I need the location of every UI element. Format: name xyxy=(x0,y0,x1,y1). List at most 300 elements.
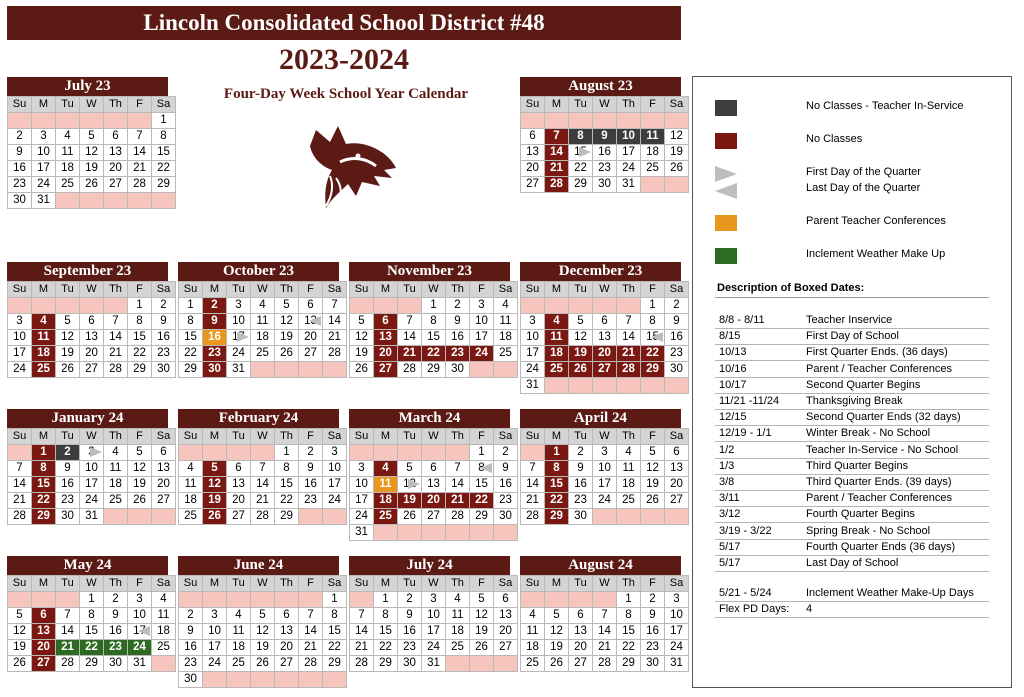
boxed-date-row xyxy=(715,361,989,378)
day-cell: 14 xyxy=(56,624,80,640)
day-cell: 5 xyxy=(56,314,80,330)
day-cell: 2 xyxy=(398,592,422,608)
month-title: August 23 xyxy=(520,77,681,96)
weekday-label: Su xyxy=(8,576,32,592)
day-cell: 25 xyxy=(494,346,518,362)
day-cell: 24 xyxy=(128,640,152,656)
day-cell: 28 xyxy=(446,509,470,525)
day-cell: 16 xyxy=(152,330,176,346)
day-cell: 15 xyxy=(152,145,176,161)
day-cell: 12 xyxy=(275,314,299,330)
week-row xyxy=(521,378,689,394)
day-cell: 7 xyxy=(446,461,470,477)
week-row xyxy=(521,624,689,640)
weekday-label: Th xyxy=(446,576,470,592)
boxed-date: Flex PD Days: xyxy=(719,603,790,616)
day-cell: 26 xyxy=(203,509,227,525)
month-title: September 23 xyxy=(7,262,168,281)
day-cell: 23 xyxy=(641,640,665,656)
boxed-date-description: First Quarter Ends. (36 days) xyxy=(806,346,948,359)
day-cell: 14 xyxy=(446,477,470,493)
day-cell: 16 xyxy=(593,145,617,161)
boxed-date: 3/11 xyxy=(719,492,740,505)
day-cell: 17 xyxy=(128,624,152,640)
day-cell: 24 xyxy=(203,656,227,672)
empty-day-cell xyxy=(641,113,665,129)
week-row xyxy=(179,656,347,672)
month-calendar xyxy=(7,556,171,672)
month-calendar xyxy=(178,409,342,525)
day-cell: 24 xyxy=(32,177,56,193)
week-row xyxy=(521,298,689,314)
day-cell: 5 xyxy=(251,608,275,624)
week-row xyxy=(8,592,176,608)
day-cell: 29 xyxy=(275,509,299,525)
day-cell: 7 xyxy=(299,608,323,624)
month-calendar xyxy=(520,77,684,193)
last-day-triangle-icon xyxy=(715,183,737,199)
day-cell: 20 xyxy=(374,346,398,362)
weekday-label: Tu xyxy=(227,429,251,445)
day-cell: 17 xyxy=(422,624,446,640)
empty-day-cell xyxy=(641,177,665,193)
week-row xyxy=(8,330,176,346)
empty-day-cell xyxy=(299,509,323,525)
day-cell: 15 xyxy=(80,624,104,640)
day-cell: 21 xyxy=(56,640,80,656)
day-cell: 30 xyxy=(104,656,128,672)
empty-day-cell xyxy=(32,592,56,608)
day-cell: 9 xyxy=(641,608,665,624)
day-cell: 20 xyxy=(494,624,518,640)
day-cell: 5 xyxy=(398,461,422,477)
day-cell: 5 xyxy=(350,314,374,330)
day-cell: 30 xyxy=(203,362,227,378)
day-cell: 26 xyxy=(80,177,104,193)
day-cell: 4 xyxy=(251,298,275,314)
week-row xyxy=(350,298,518,314)
day-cell: 7 xyxy=(545,129,569,145)
day-cell: 3 xyxy=(350,461,374,477)
empty-day-cell xyxy=(494,362,518,378)
weekday-label: M xyxy=(545,97,569,113)
day-cell: 25 xyxy=(32,362,56,378)
day-cell: 15 xyxy=(569,145,593,161)
week-row xyxy=(8,129,176,145)
empty-day-cell xyxy=(665,177,689,193)
day-cell: 11 xyxy=(179,477,203,493)
empty-day-cell xyxy=(617,113,641,129)
legend-label: No Classes xyxy=(806,133,863,145)
empty-day-cell xyxy=(179,445,203,461)
empty-day-cell xyxy=(104,113,128,129)
empty-day-cell xyxy=(545,113,569,129)
boxed-date-description: Parent / Teacher Conferences xyxy=(806,492,952,505)
day-cell: 25 xyxy=(641,161,665,177)
empty-day-cell xyxy=(569,592,593,608)
day-cell: 16 xyxy=(8,161,32,177)
legend-label: Parent Teacher Conferences xyxy=(806,215,946,227)
day-cell: 31 xyxy=(80,509,104,525)
empty-day-cell xyxy=(56,113,80,129)
divider xyxy=(715,297,989,298)
day-cell: 19 xyxy=(251,640,275,656)
weekday-label: Tu xyxy=(56,282,80,298)
week-row xyxy=(8,656,176,672)
day-cell: 6 xyxy=(275,608,299,624)
week-row xyxy=(521,509,689,525)
day-cell: 27 xyxy=(494,640,518,656)
week-row xyxy=(521,314,689,330)
day-cell: 25 xyxy=(56,177,80,193)
day-cell: 4 xyxy=(56,129,80,145)
day-cell: 2 xyxy=(299,445,323,461)
day-cell: 28 xyxy=(593,656,617,672)
week-row xyxy=(8,193,176,209)
weekday-label: M xyxy=(545,576,569,592)
week-row xyxy=(179,640,347,656)
day-cell: 14 xyxy=(398,330,422,346)
day-cell: 22 xyxy=(152,161,176,177)
day-cell: 1 xyxy=(179,298,203,314)
empty-day-cell xyxy=(398,445,422,461)
day-cell: 30 xyxy=(494,509,518,525)
day-cell: 8 xyxy=(152,129,176,145)
boxed-date-description: Fourth Quarter Begins xyxy=(806,508,915,521)
day-cell: 7 xyxy=(128,129,152,145)
day-cell: 30 xyxy=(665,362,689,378)
week-row xyxy=(350,509,518,525)
empty-day-cell xyxy=(152,193,176,209)
month-title: May 24 xyxy=(7,556,168,575)
day-cell: 28 xyxy=(521,509,545,525)
empty-day-cell xyxy=(494,525,518,541)
empty-day-cell xyxy=(203,445,227,461)
month-calendar xyxy=(7,262,171,378)
day-cell: 29 xyxy=(617,656,641,672)
day-cell: 19 xyxy=(203,493,227,509)
day-cell: 22 xyxy=(275,493,299,509)
day-cell: 4 xyxy=(152,592,176,608)
month-calendar xyxy=(520,262,684,394)
day-cell: 10 xyxy=(227,314,251,330)
weekday-label: Su xyxy=(8,429,32,445)
weekday-label: M xyxy=(374,576,398,592)
legend-item xyxy=(693,241,1011,271)
empty-day-cell xyxy=(545,378,569,394)
legend-item xyxy=(693,166,1011,196)
week-row xyxy=(8,493,176,509)
empty-day-cell xyxy=(299,672,323,688)
day-cell: 15 xyxy=(128,330,152,346)
boxed-date-row xyxy=(715,442,989,459)
day-cell: 23 xyxy=(569,493,593,509)
day-cell: 3 xyxy=(665,592,689,608)
day-cell: 19 xyxy=(56,346,80,362)
day-cell: 9 xyxy=(8,145,32,161)
day-cell: 15 xyxy=(275,477,299,493)
empty-day-cell xyxy=(203,592,227,608)
weekday-label: Su xyxy=(350,429,374,445)
weekday-label: F xyxy=(299,576,323,592)
day-cell: 23 xyxy=(152,346,176,362)
day-cell: 22 xyxy=(32,493,56,509)
boxed-date-row xyxy=(715,312,989,329)
weekday-label: F xyxy=(128,429,152,445)
day-cell: 24 xyxy=(80,493,104,509)
day-cell: 25 xyxy=(617,493,641,509)
day-cell: 28 xyxy=(128,177,152,193)
weekday-label: Su xyxy=(179,429,203,445)
weekday-label: Su xyxy=(179,282,203,298)
day-cell: 7 xyxy=(323,298,347,314)
day-cell: 28 xyxy=(350,656,374,672)
week-row xyxy=(8,113,176,129)
day-cell: 21 xyxy=(128,161,152,177)
day-cell: 11 xyxy=(446,608,470,624)
week-row xyxy=(179,477,347,493)
day-cell: 5 xyxy=(545,608,569,624)
weekday-label: Su xyxy=(179,576,203,592)
boxed-date: 12/15 xyxy=(719,411,747,424)
week-row xyxy=(8,477,176,493)
day-cell: 28 xyxy=(545,177,569,193)
day-cell: 21 xyxy=(8,493,32,509)
day-cell: 16 xyxy=(641,624,665,640)
day-cell: 3 xyxy=(8,314,32,330)
day-cell: 21 xyxy=(350,640,374,656)
week-row xyxy=(350,330,518,346)
day-cell: 24 xyxy=(422,640,446,656)
weekday-label: F xyxy=(641,576,665,592)
day-cell: 27 xyxy=(152,493,176,509)
weekday-label: W xyxy=(80,429,104,445)
weekday-label: Th xyxy=(275,282,299,298)
day-cell: 23 xyxy=(494,493,518,509)
boxed-date: 8/8 - 8/11 xyxy=(719,314,765,326)
day-cell: 29 xyxy=(374,656,398,672)
day-cell: 6 xyxy=(32,608,56,624)
day-cell: 11 xyxy=(152,608,176,624)
day-cell: 18 xyxy=(641,145,665,161)
day-cell: 29 xyxy=(80,656,104,672)
day-cell: 14 xyxy=(323,314,347,330)
empty-day-cell xyxy=(617,378,641,394)
month-calendar xyxy=(178,262,342,378)
day-cell: 27 xyxy=(275,656,299,672)
day-cell: 9 xyxy=(152,314,176,330)
weekday-label: Tu xyxy=(56,576,80,592)
weekday-label: W xyxy=(80,282,104,298)
empty-day-cell xyxy=(569,113,593,129)
day-cell: 13 xyxy=(227,477,251,493)
day-cell: 6 xyxy=(227,461,251,477)
day-cell: 1 xyxy=(275,445,299,461)
empty-day-cell xyxy=(374,445,398,461)
day-cell: 19 xyxy=(470,624,494,640)
weekday-label: M xyxy=(374,282,398,298)
weekday-label: Su xyxy=(521,429,545,445)
day-cell: 29 xyxy=(569,177,593,193)
day-cell: 12 xyxy=(80,145,104,161)
day-cell: 13 xyxy=(299,314,323,330)
weekday-label: Sa xyxy=(665,282,689,298)
week-row xyxy=(350,525,518,541)
empty-day-cell xyxy=(251,672,275,688)
empty-day-cell xyxy=(446,525,470,541)
weekday-label: Su xyxy=(350,282,374,298)
day-cell: 4 xyxy=(446,592,470,608)
day-cell: 26 xyxy=(8,656,32,672)
week-row xyxy=(179,346,347,362)
day-cell: 18 xyxy=(152,624,176,640)
month-title: January 24 xyxy=(7,409,168,428)
day-cell: 30 xyxy=(56,509,80,525)
day-cell: 17 xyxy=(80,477,104,493)
day-cell: 2 xyxy=(665,298,689,314)
day-cell: 26 xyxy=(470,640,494,656)
day-cell: 21 xyxy=(299,640,323,656)
week-row xyxy=(350,656,518,672)
boxed-date: 11/21 -11/24 xyxy=(719,395,780,407)
day-cell: 29 xyxy=(470,509,494,525)
day-cell: 8 xyxy=(275,461,299,477)
month-title: July 23 xyxy=(7,77,168,96)
week-row xyxy=(179,493,347,509)
weekday-label: Th xyxy=(446,429,470,445)
day-cell: 15 xyxy=(323,624,347,640)
day-cell: 5 xyxy=(470,592,494,608)
day-cell: 22 xyxy=(470,493,494,509)
day-cell: 6 xyxy=(152,445,176,461)
day-cell: 7 xyxy=(104,314,128,330)
weekday-label: Tu xyxy=(227,282,251,298)
week-row xyxy=(521,493,689,509)
boxed-date-description: Thanksgiving Break xyxy=(806,395,903,407)
weekday-label: W xyxy=(80,576,104,592)
day-cell: 13 xyxy=(152,461,176,477)
month-title: June 24 xyxy=(178,556,339,575)
day-cell: 22 xyxy=(545,493,569,509)
weekday-label: F xyxy=(470,429,494,445)
empty-day-cell xyxy=(323,672,347,688)
weekday-label: Th xyxy=(617,576,641,592)
week-row xyxy=(521,477,689,493)
boxed-date-row xyxy=(715,393,989,410)
day-cell: 10 xyxy=(80,461,104,477)
legend-item xyxy=(693,126,1011,156)
empty-day-cell xyxy=(275,672,299,688)
day-cell: 19 xyxy=(569,346,593,362)
empty-day-cell xyxy=(593,592,617,608)
weekday-label: Tu xyxy=(569,429,593,445)
week-row xyxy=(521,346,689,362)
empty-day-cell xyxy=(350,445,374,461)
day-cell: 12 xyxy=(251,624,275,640)
empty-day-cell xyxy=(8,113,32,129)
boxed-date-description: 4 xyxy=(806,603,813,616)
day-cell: 29 xyxy=(179,362,203,378)
day-cell: 25 xyxy=(521,656,545,672)
legend-label: Inclement Weather Make Up xyxy=(806,248,946,260)
day-cell: 19 xyxy=(665,145,689,161)
empty-day-cell xyxy=(350,298,374,314)
weekday-label: Tu xyxy=(398,282,422,298)
day-cell: 23 xyxy=(8,177,32,193)
day-cell: 6 xyxy=(422,461,446,477)
day-cell: 24 xyxy=(521,362,545,378)
weekday-label: Tu xyxy=(398,576,422,592)
empty-day-cell xyxy=(323,509,347,525)
weekday-label: W xyxy=(422,282,446,298)
empty-day-cell xyxy=(593,509,617,525)
boxed-date-description: Third Quarter Ends. (39 days) xyxy=(806,476,952,488)
week-row xyxy=(350,640,518,656)
week-row xyxy=(350,592,518,608)
day-cell: 2 xyxy=(152,298,176,314)
day-cell: 5 xyxy=(128,445,152,461)
boxed-date-row xyxy=(715,601,989,618)
empty-day-cell xyxy=(203,672,227,688)
week-row xyxy=(521,161,689,177)
day-cell: 5 xyxy=(641,445,665,461)
boxed-date-description: Winter Break - No School xyxy=(806,427,931,440)
day-cell: 18 xyxy=(374,493,398,509)
day-cell: 13 xyxy=(374,330,398,346)
month-calendar xyxy=(349,556,513,672)
empty-day-cell xyxy=(665,113,689,129)
week-row xyxy=(179,592,347,608)
day-cell: 12 xyxy=(398,477,422,493)
week-row xyxy=(8,640,176,656)
weekday-label: W xyxy=(593,429,617,445)
month-calendar xyxy=(178,556,342,688)
day-cell: 10 xyxy=(470,314,494,330)
weekday-label: M xyxy=(32,282,56,298)
empty-day-cell xyxy=(569,298,593,314)
day-cell: 16 xyxy=(494,477,518,493)
day-cell: 22 xyxy=(128,346,152,362)
day-cell: 8 xyxy=(32,461,56,477)
week-row xyxy=(350,461,518,477)
empty-day-cell xyxy=(350,592,374,608)
day-cell: 1 xyxy=(617,592,641,608)
day-cell: 24 xyxy=(350,509,374,525)
boxed-date: 5/17 xyxy=(719,540,741,553)
day-cell: 12 xyxy=(203,477,227,493)
day-cell: 18 xyxy=(179,493,203,509)
day-cell: 28 xyxy=(56,656,80,672)
day-cell: 12 xyxy=(350,330,374,346)
day-cell: 13 xyxy=(275,624,299,640)
day-cell: 9 xyxy=(299,461,323,477)
month-calendar xyxy=(520,556,684,672)
week-row xyxy=(8,145,176,161)
day-cell: 28 xyxy=(104,362,128,378)
day-cell: 13 xyxy=(665,461,689,477)
week-row xyxy=(350,477,518,493)
empty-day-cell xyxy=(545,592,569,608)
boxed-date-description: First Day of School xyxy=(806,330,899,343)
day-cell: 16 xyxy=(398,624,422,640)
day-cell: 14 xyxy=(128,145,152,161)
day-cell: 4 xyxy=(179,461,203,477)
month-calendar xyxy=(520,409,684,525)
day-cell: 22 xyxy=(80,640,104,656)
weekday-label: Tu xyxy=(569,97,593,113)
week-row xyxy=(179,509,347,525)
day-cell: 18 xyxy=(32,346,56,362)
